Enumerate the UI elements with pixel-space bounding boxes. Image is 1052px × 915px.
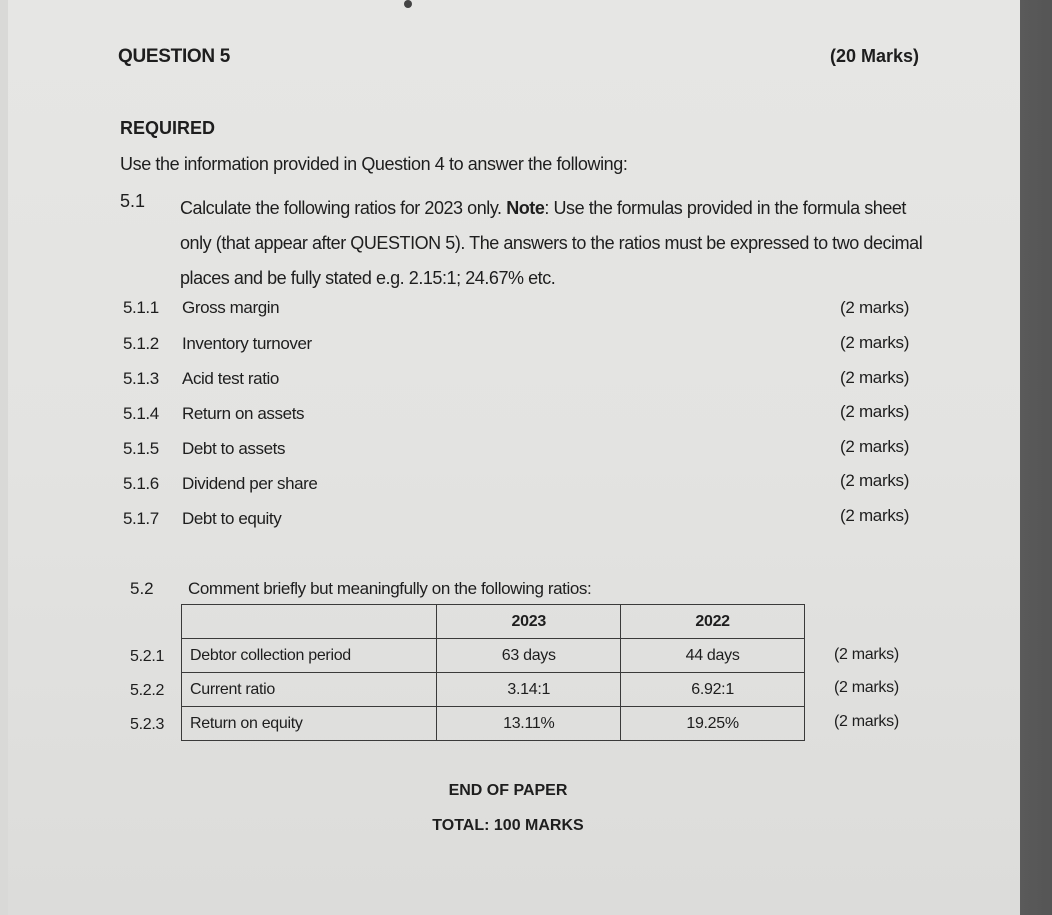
document-page bbox=[8, 0, 1020, 915]
item-number: 5.1.4 bbox=[123, 404, 159, 423]
q51-line-3: places and be fully stated e.g. 2.15:1; 24.67% etc. bbox=[180, 268, 556, 288]
table-row bbox=[182, 673, 805, 707]
table-row bbox=[182, 707, 805, 741]
table-cell: 13.11% bbox=[437, 707, 621, 741]
item-marks: (2 marks) bbox=[840, 506, 910, 525]
item-number: 5.1.5 bbox=[123, 439, 159, 458]
item-number: 5.1.2 bbox=[123, 334, 159, 353]
item-marks: (2 marks) bbox=[840, 437, 910, 456]
table-cell: 44 days bbox=[621, 639, 805, 673]
item-number: 5.1.6 bbox=[123, 474, 159, 493]
q51-line-1 bbox=[180, 191, 920, 226]
row-marks: (2 marks) bbox=[834, 713, 899, 730]
row-number: 5.2.3 bbox=[130, 716, 165, 733]
question-title: QUESTION 5 bbox=[118, 46, 231, 67]
row-number: 5.2.2 bbox=[130, 682, 165, 699]
q52-text: Comment briefly but meaningfully on the following ratios: bbox=[188, 579, 592, 598]
item-number: 5.1.1 bbox=[123, 298, 159, 317]
item-label: Return on assets bbox=[182, 404, 305, 423]
item-label: Dividend per share bbox=[182, 474, 318, 493]
item-label: Debt to assets bbox=[182, 439, 286, 458]
intro-text: Use the information provided in Question 4 to answer the following: bbox=[120, 154, 628, 174]
table-cell: Current ratio bbox=[182, 673, 437, 707]
item-marks: (2 marks) bbox=[840, 298, 910, 317]
table-cell: 19.25% bbox=[621, 707, 805, 741]
item-label: Acid test ratio bbox=[182, 369, 279, 388]
row-number: 5.2.1 bbox=[130, 648, 165, 665]
item-label: Gross margin bbox=[182, 298, 280, 317]
end-of-paper: END OF PAPER bbox=[448, 782, 568, 799]
item-label: Inventory turnover bbox=[182, 334, 312, 353]
row-marks: (2 marks) bbox=[834, 646, 899, 663]
table-row bbox=[182, 639, 805, 673]
q51-note-label: Note bbox=[506, 198, 545, 218]
item-marks: (2 marks) bbox=[840, 402, 910, 421]
row-marks: (2 marks) bbox=[834, 679, 899, 696]
q51-line-2: only (that appear after QUESTION 5). The answers to the ratios must be expressed to two decimal bbox=[180, 233, 923, 253]
item-number: 5.1.3 bbox=[123, 369, 159, 388]
q51-line-1-post: : Use the formulas provided in the formula sheet bbox=[544, 198, 906, 218]
question-marks: (20 Marks) bbox=[830, 46, 920, 66]
table-header bbox=[182, 605, 437, 639]
item-marks: (2 marks) bbox=[840, 368, 910, 387]
required-heading: REQUIRED bbox=[120, 118, 216, 138]
table-cell: 3.14:1 bbox=[437, 673, 621, 707]
q51-line-1-pre: Calculate the following ratios for 2023 only. bbox=[180, 198, 502, 218]
table-cell: 6.92:1 bbox=[621, 673, 805, 707]
table-header: 2023 bbox=[437, 605, 621, 639]
item-number: 5.1.7 bbox=[123, 509, 159, 528]
q51-instructions bbox=[180, 191, 923, 296]
ratios-table bbox=[181, 604, 805, 741]
q51-number: 5.1 bbox=[120, 191, 146, 211]
table-cell: 63 days bbox=[437, 639, 621, 673]
total-marks: TOTAL: 100 MARKS bbox=[432, 817, 584, 834]
item-label: Debt to equity bbox=[182, 509, 282, 528]
q52-number: 5.2 bbox=[130, 579, 154, 598]
table-header-row bbox=[182, 605, 805, 639]
table-header: 2022 bbox=[621, 605, 805, 639]
table-cell: Debtor collection period bbox=[182, 639, 437, 673]
cursor-dot-icon bbox=[404, 0, 412, 8]
item-marks: (2 marks) bbox=[840, 333, 910, 352]
item-marks: (2 marks) bbox=[840, 471, 910, 490]
table-cell: Return on equity bbox=[182, 707, 437, 741]
